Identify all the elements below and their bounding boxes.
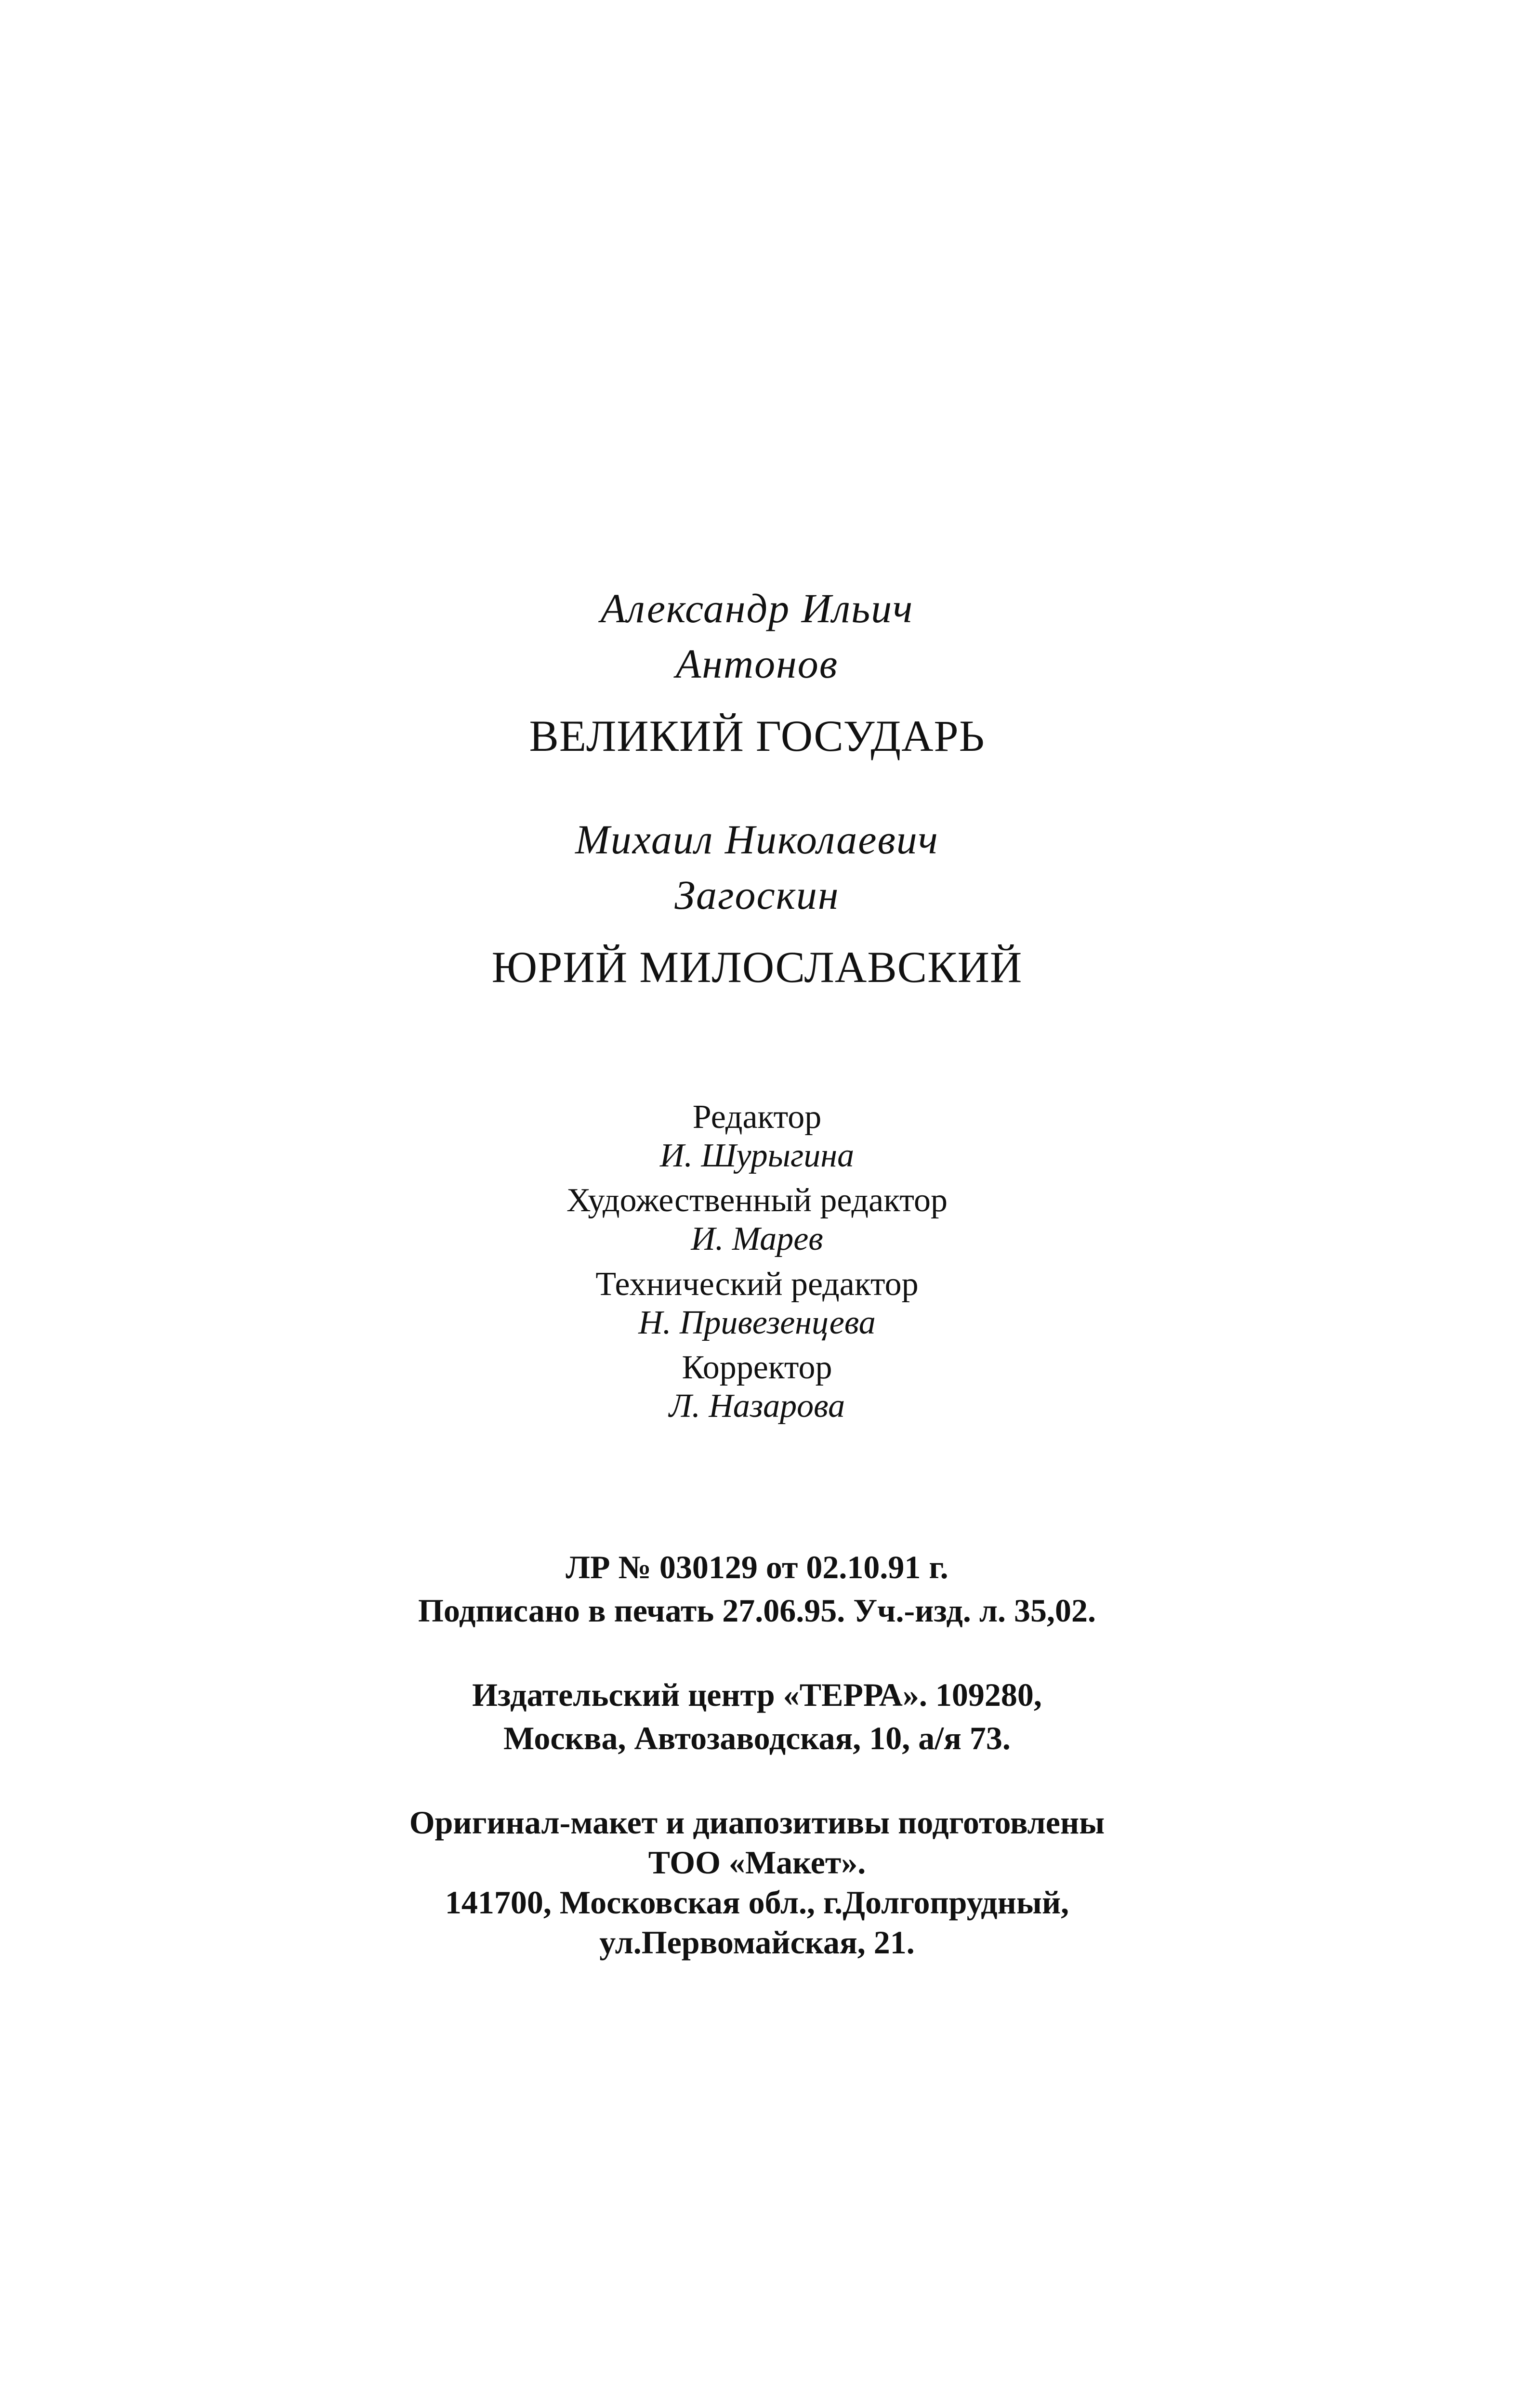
credit-role-technical-editor: Технический редактор bbox=[595, 1266, 919, 1303]
imprint-signed-for-print: Подписано в печать 27.06.95. Уч.-изд. л. 35,02. bbox=[418, 1592, 1096, 1629]
book1-author-last-name: Антонов bbox=[675, 641, 839, 687]
credit-name-technical-editor: Н. Привезенцева bbox=[638, 1304, 876, 1341]
credit-role-art-editor: Художественный редактор bbox=[566, 1182, 948, 1219]
credit-role-editor: Редактор bbox=[692, 1099, 822, 1136]
credit-name-proofreader: Л. Назарова bbox=[669, 1387, 845, 1425]
imprint-layout-line3: 141700, Московская обл., г.Долгопрудный, bbox=[445, 1884, 1069, 1921]
imprint-license: ЛР № 030129 от 02.10.91 г. bbox=[566, 1549, 948, 1585]
imprint-layout-line1: Оригинал-макет и диапозитивы подготовлены bbox=[409, 1804, 1105, 1841]
imprint-layout-line2: ТОО «Макет». bbox=[648, 1844, 866, 1881]
credit-role-proofreader: Корректор bbox=[682, 1349, 832, 1386]
book1-title: ВЕЛИКИЙ ГОСУДАРЬ bbox=[529, 711, 985, 760]
credit-name-editor: И. Шурыгина bbox=[659, 1137, 855, 1174]
imprint-layout-line4: ул.Первомайская, 21. bbox=[599, 1924, 915, 1961]
book2-title: ЮРИЙ МИЛОСЛАВСКИЙ bbox=[491, 942, 1023, 992]
book2-author-last-name: Загоскин bbox=[674, 872, 840, 918]
imprint-publisher-line2: Москва, Автозаводская, 10, а/я 73. bbox=[503, 1720, 1011, 1756]
book1-author-first-name: Александр Ильич bbox=[600, 585, 914, 631]
imprint-publisher-line1: Издательский центр «ТЕРРА». 109280, bbox=[472, 1676, 1042, 1713]
book2-author-first-name: Михаил Николаевич bbox=[575, 816, 939, 863]
credit-name-art-editor: И. Марев bbox=[691, 1220, 823, 1257]
